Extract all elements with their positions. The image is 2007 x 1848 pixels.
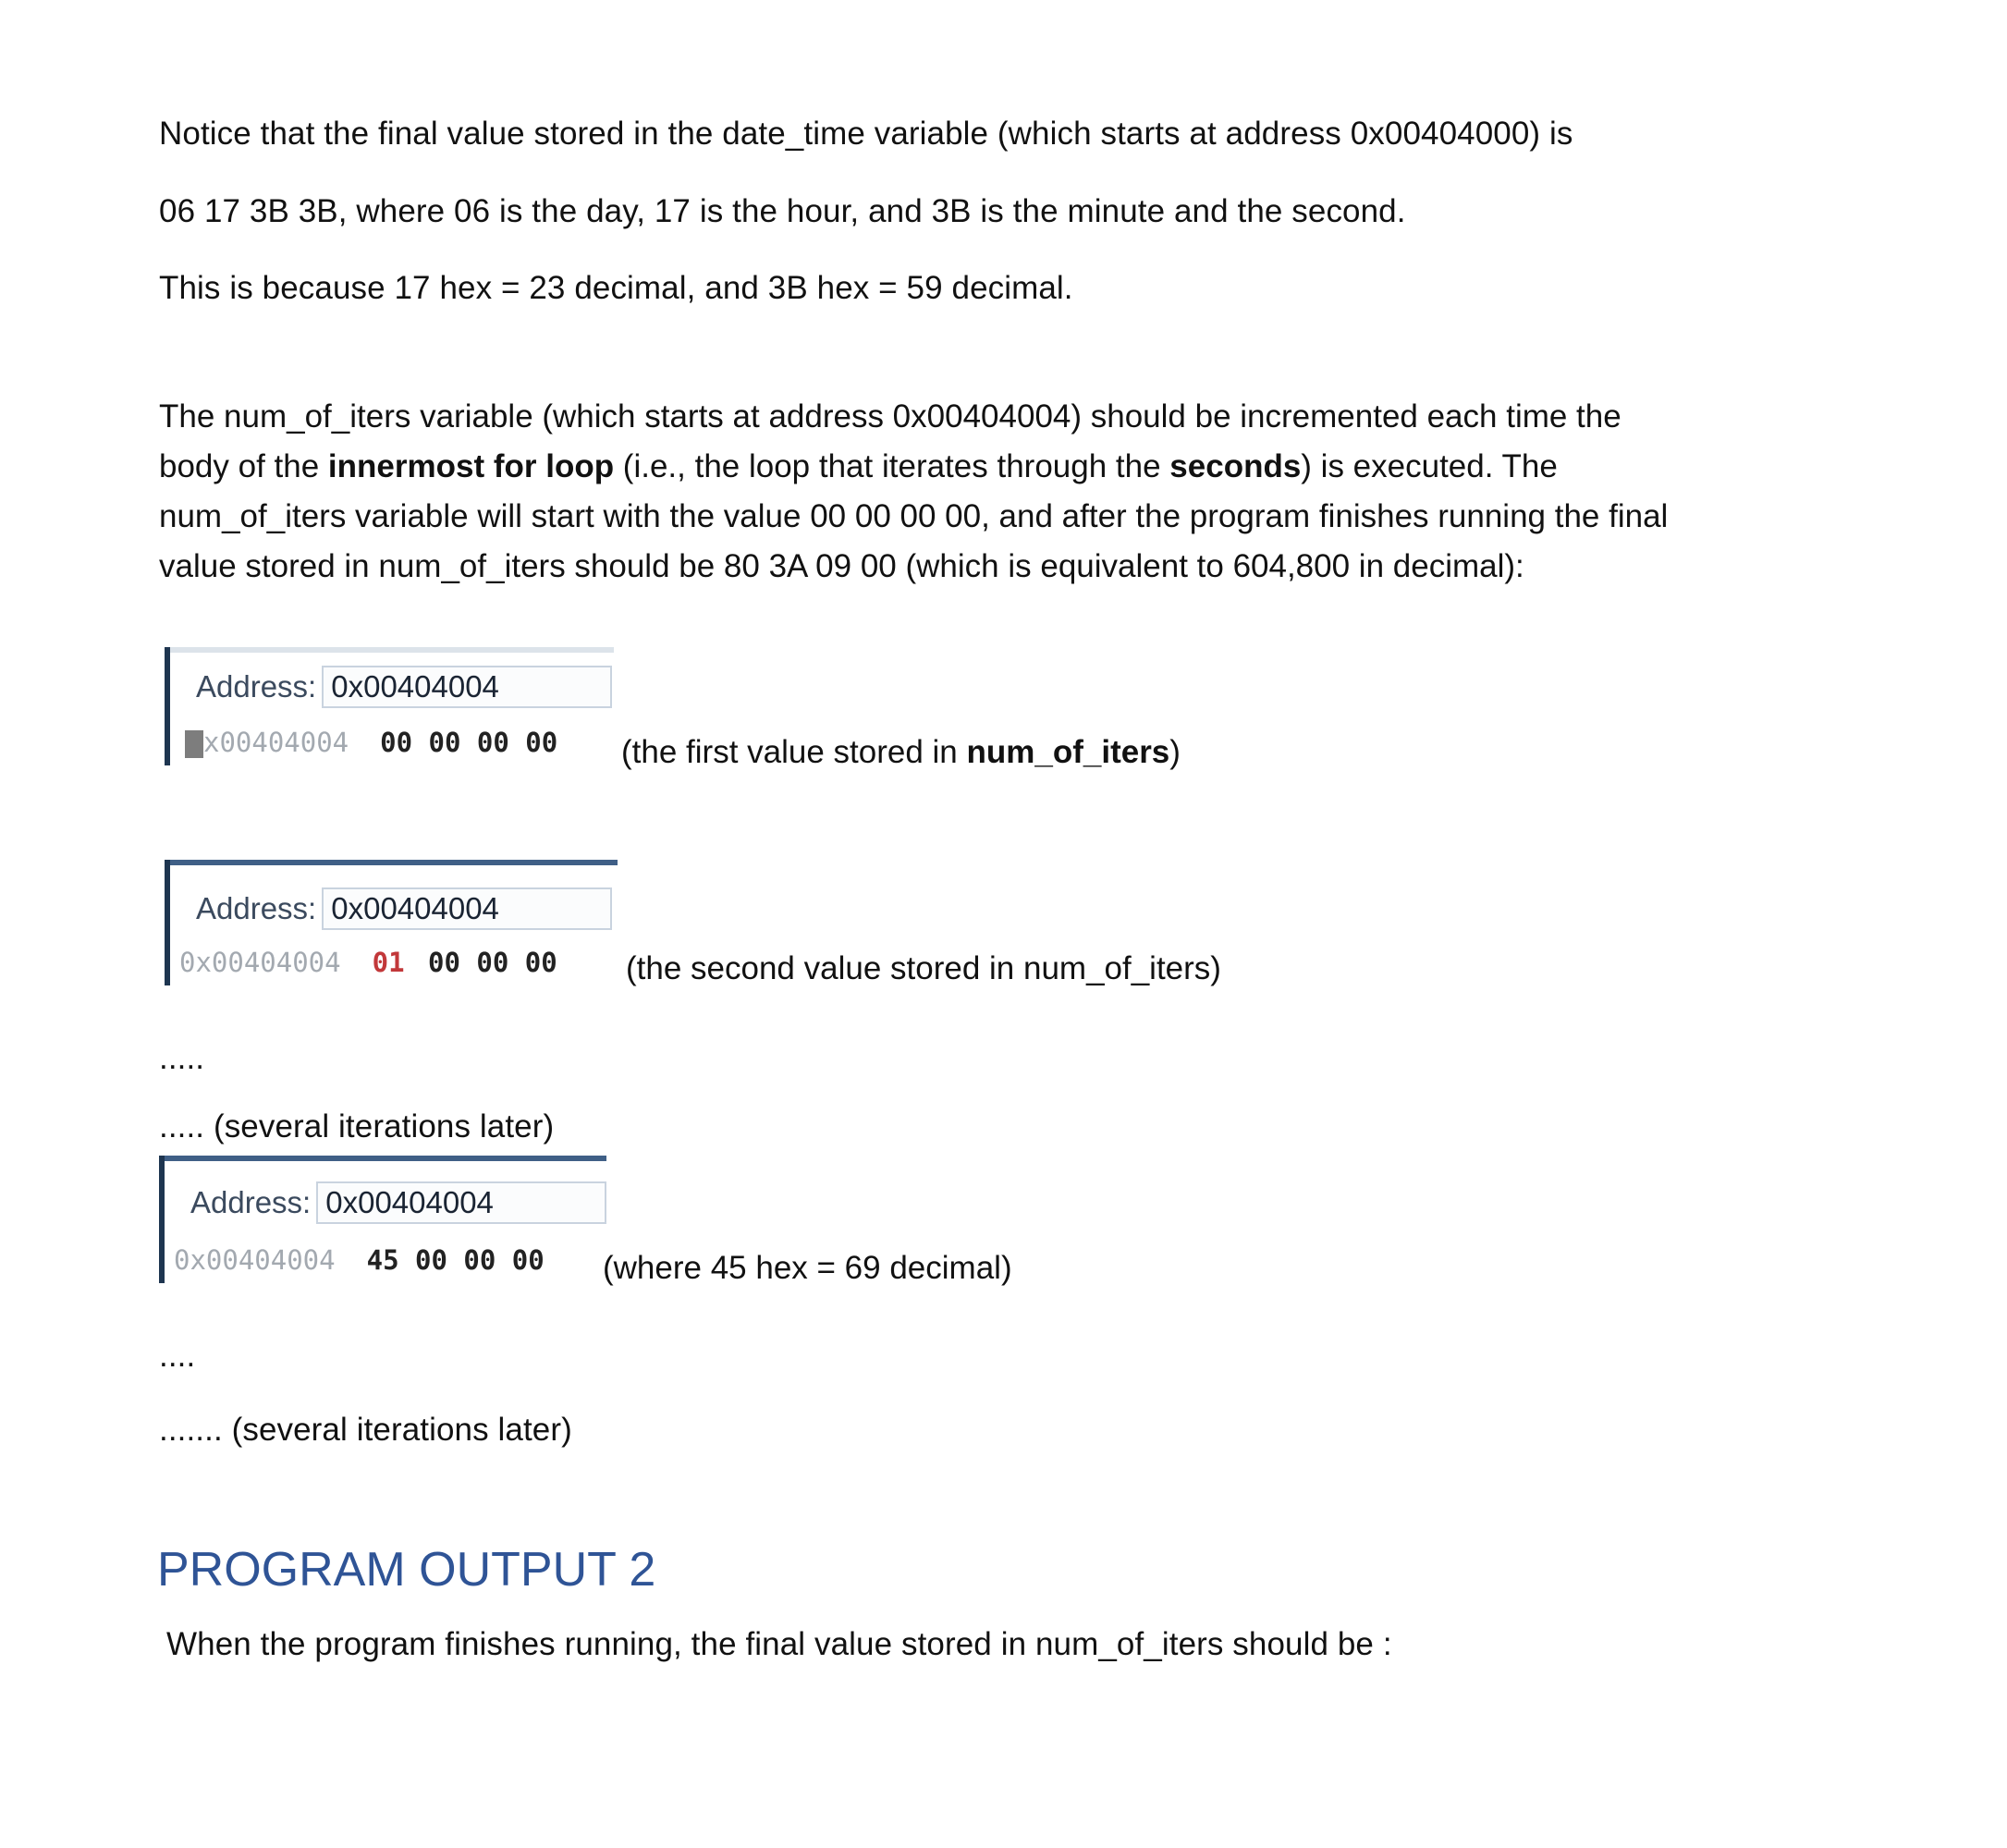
mem2-note: (the second value stored in num_of_iters) <box>626 950 1221 986</box>
memory-window-3 <box>159 1156 606 1283</box>
intro-line-3: This is because 17 hex = 23 decimal, and 3B hex = 59 decimal. <box>159 270 1073 306</box>
para-line-3: num_of_iters variable will start with the value 00 00 00 00, and after the program finishes running the final <box>159 498 1669 534</box>
text-cursor <box>185 730 203 758</box>
address-input[interactable]: 0x00404004 <box>322 666 612 708</box>
address-input[interactable]: 0x00404004 <box>316 1181 606 1224</box>
row-address: 0x00404004 <box>179 947 341 978</box>
final-value-line: When the program finishes running, the final value stored in num_of_iters should be : <box>166 1626 1392 1662</box>
several-iterations-2: ....... (several iterations later) <box>159 1412 572 1448</box>
row-bytes: 45 00 00 00 <box>366 1244 545 1276</box>
intro-line-1: Notice that the final value stored in the date_time variable (which starts at address 0x00404000) is <box>159 116 1573 152</box>
row-address: x00404004 <box>203 727 349 758</box>
memory-window-1 <box>165 647 614 765</box>
para-line-4: value stored in num_of_iters should be 80 3A 09 00 (which is equivalent to 604,800 in decimal): <box>159 548 1524 584</box>
mem3-note: (where 45 hex = 69 decimal) <box>603 1250 1012 1286</box>
mem1-note: (the first value stored in num_of_iters) <box>621 734 1181 770</box>
num-of-iters-paragraph <box>159 392 1915 592</box>
section-heading: PROGRAM OUTPUT 2 <box>157 1543 656 1597</box>
memory-row <box>179 947 557 978</box>
address-label: Address: <box>190 1185 312 1219</box>
memory-window-2 <box>165 860 618 985</box>
changed-byte: 01 <box>372 947 405 978</box>
address-input[interactable]: 0x00404004 <box>322 887 612 930</box>
address-label: Address: <box>196 891 317 925</box>
ellipsis-2: .... <box>159 1338 196 1374</box>
intro-line-2: 06 17 3B 3B, where 06 is the day, 17 is the hour, and 3B is the minute and the second. <box>159 193 1406 229</box>
several-iterations-1: ..... (several iterations later) <box>159 1108 555 1144</box>
row-address: 0x00404004 <box>174 1244 336 1276</box>
row-bytes: 00 00 00 00 <box>380 727 558 758</box>
para-line-2: body of the innermost for loop (i.e., the loop that iterates through the seconds) is executed. The <box>159 448 1558 484</box>
address-label: Address: <box>196 669 317 704</box>
para-line-1: The num_of_iters variable (which starts at address 0x00404004) should be incremented each time the <box>159 398 1622 434</box>
ellipsis-1: ..... <box>159 1040 205 1076</box>
memory-row <box>174 1244 545 1276</box>
row-bytes: 00 00 00 <box>428 947 557 978</box>
memory-row <box>185 727 557 758</box>
